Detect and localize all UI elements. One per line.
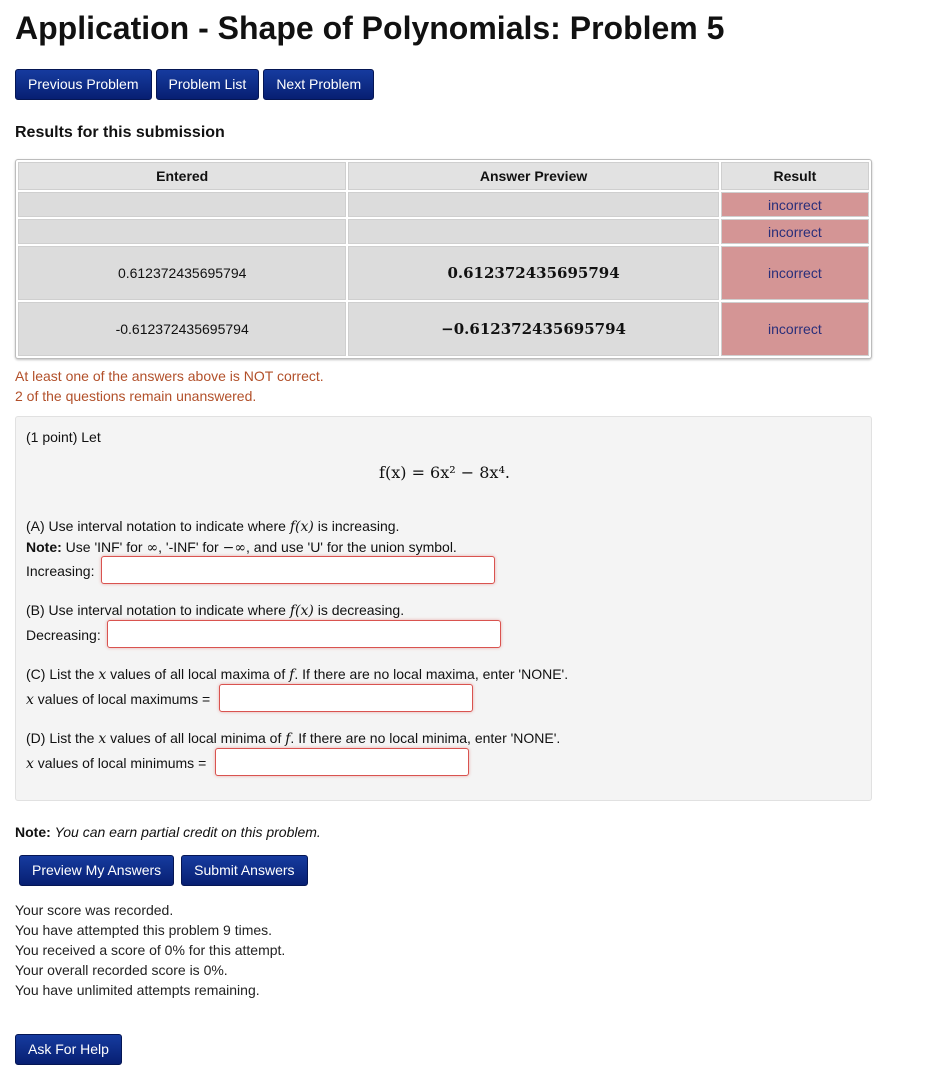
- increasing-label: Increasing:: [26, 563, 95, 579]
- notation-note: [26, 539, 457, 556]
- part-c-text-3: . If there are no local maxima, enter 'NONE'.: [294, 666, 569, 682]
- entered-cell: [18, 192, 346, 217]
- partial-credit-text: You can earn partial credit on this problem.: [54, 824, 321, 840]
- local-minimums-label: [26, 755, 206, 772]
- score-status-line: You have unlimited attempts remaining.: [15, 982, 260, 998]
- part-c-text-2: values of all local maxima of: [106, 666, 290, 682]
- preview-cell: 0.612372435695794: [348, 246, 718, 300]
- part-d-prompt: [26, 730, 560, 747]
- negative-infinity-symbol: −∞: [222, 540, 247, 556]
- score-status-line: Your score was recorded.: [15, 902, 174, 918]
- score-status-line: Your overall recorded score is 0%.: [15, 962, 228, 978]
- part-b-text: (B) Use interval notation to indicate where: [26, 602, 290, 618]
- next-problem-button[interactable]: Next Problem: [263, 69, 374, 100]
- score-status-line: You received a score of 0% for this attempt.: [15, 942, 286, 958]
- partial-credit-note: [15, 824, 321, 840]
- preview-cell: [348, 219, 718, 244]
- part-c-prompt: [26, 666, 568, 683]
- maxima-label-text: values of local maximums =: [33, 691, 211, 707]
- ask-for-help-button[interactable]: Ask For Help: [15, 1034, 122, 1065]
- local-maximums-label: [26, 691, 210, 708]
- result-cell: incorrect: [721, 246, 869, 300]
- column-header-preview: Answer Preview: [348, 162, 718, 190]
- note-text-2: , '-INF' for: [158, 539, 223, 555]
- preview-answers-button[interactable]: Preview My Answers: [19, 855, 174, 886]
- decreasing-input[interactable]: [107, 620, 501, 648]
- entered-cell: [18, 219, 346, 244]
- problem-intro: (1 point) Let: [26, 429, 101, 445]
- problem-body: [15, 416, 872, 801]
- maxima-x: x: [26, 692, 34, 708]
- previous-problem-button[interactable]: Previous Problem: [15, 69, 152, 100]
- table-row: [18, 246, 869, 300]
- decreasing-label: Decreasing:: [26, 627, 101, 643]
- column-header-entered: Entered: [18, 162, 346, 190]
- submission-buttons: [19, 855, 308, 886]
- partial-credit-label: Note:: [15, 824, 51, 840]
- preview-cell: [348, 192, 718, 217]
- result-cell: incorrect: [721, 192, 869, 217]
- local-minima-input[interactable]: [215, 748, 469, 776]
- entered-cell: 0.612372435695794: [18, 246, 346, 300]
- part-d-f: f: [285, 731, 291, 747]
- result-cell: incorrect: [721, 219, 869, 244]
- table-row: [18, 302, 869, 356]
- note-text-1: Use 'INF' for: [61, 539, 147, 555]
- score-status-line: You have attempted this problem 9 times.: [15, 922, 273, 938]
- part-d-x: x: [98, 731, 107, 747]
- results-table: [15, 159, 872, 359]
- entered-cell: -0.612372435695794: [18, 302, 346, 356]
- column-header-result: Result: [721, 162, 869, 190]
- function-equation: f(x) = 6x² − 8x⁴.: [379, 463, 510, 482]
- table-row: [18, 219, 869, 244]
- submit-answers-button[interactable]: Submit Answers: [181, 855, 307, 886]
- minima-label-text: values of local minimums =: [33, 755, 207, 771]
- part-a-prompt: [26, 518, 399, 535]
- preview-cell: −0.612372435695794: [348, 302, 718, 356]
- part-b-text-end: is decreasing.: [313, 602, 405, 618]
- part-c-text-1: (C) List the: [26, 666, 99, 682]
- result-cell: incorrect: [721, 302, 869, 356]
- incorrect-warning: At least one of the answers above is NOT correct.: [15, 368, 324, 384]
- page-title: Application - Shape of Polynomials: Problem 5: [15, 10, 725, 46]
- part-d-text-1: (D) List the: [26, 730, 99, 746]
- increasing-input[interactable]: [101, 556, 495, 584]
- results-heading: Results for this submission: [15, 124, 225, 141]
- problem-navigation: [15, 69, 374, 100]
- infinity-symbol: ∞: [146, 540, 159, 556]
- table-row: [18, 192, 869, 217]
- part-c-f: f: [289, 667, 295, 683]
- note-text-3: , and use 'U' for the union symbol.: [246, 539, 457, 555]
- local-maxima-input[interactable]: [219, 684, 473, 712]
- part-d-text-3: . If there are no local minima, enter 'NONE'.: [290, 730, 561, 746]
- part-c-x: x: [98, 667, 107, 683]
- unanswered-warning: 2 of the questions remain unanswered.: [15, 388, 257, 404]
- note-label: Note:: [26, 539, 62, 555]
- problem-list-button[interactable]: Problem List: [156, 69, 260, 100]
- part-a-math: f(x): [289, 519, 314, 535]
- part-d-text-2: values of all local minima of: [106, 730, 286, 746]
- part-a-text: (A) Use interval notation to indicate where: [26, 518, 290, 534]
- part-a-text-end: is increasing.: [313, 518, 400, 534]
- minima-x: x: [26, 756, 34, 772]
- part-b-prompt: [26, 602, 404, 619]
- part-b-math: f(x): [289, 603, 314, 619]
